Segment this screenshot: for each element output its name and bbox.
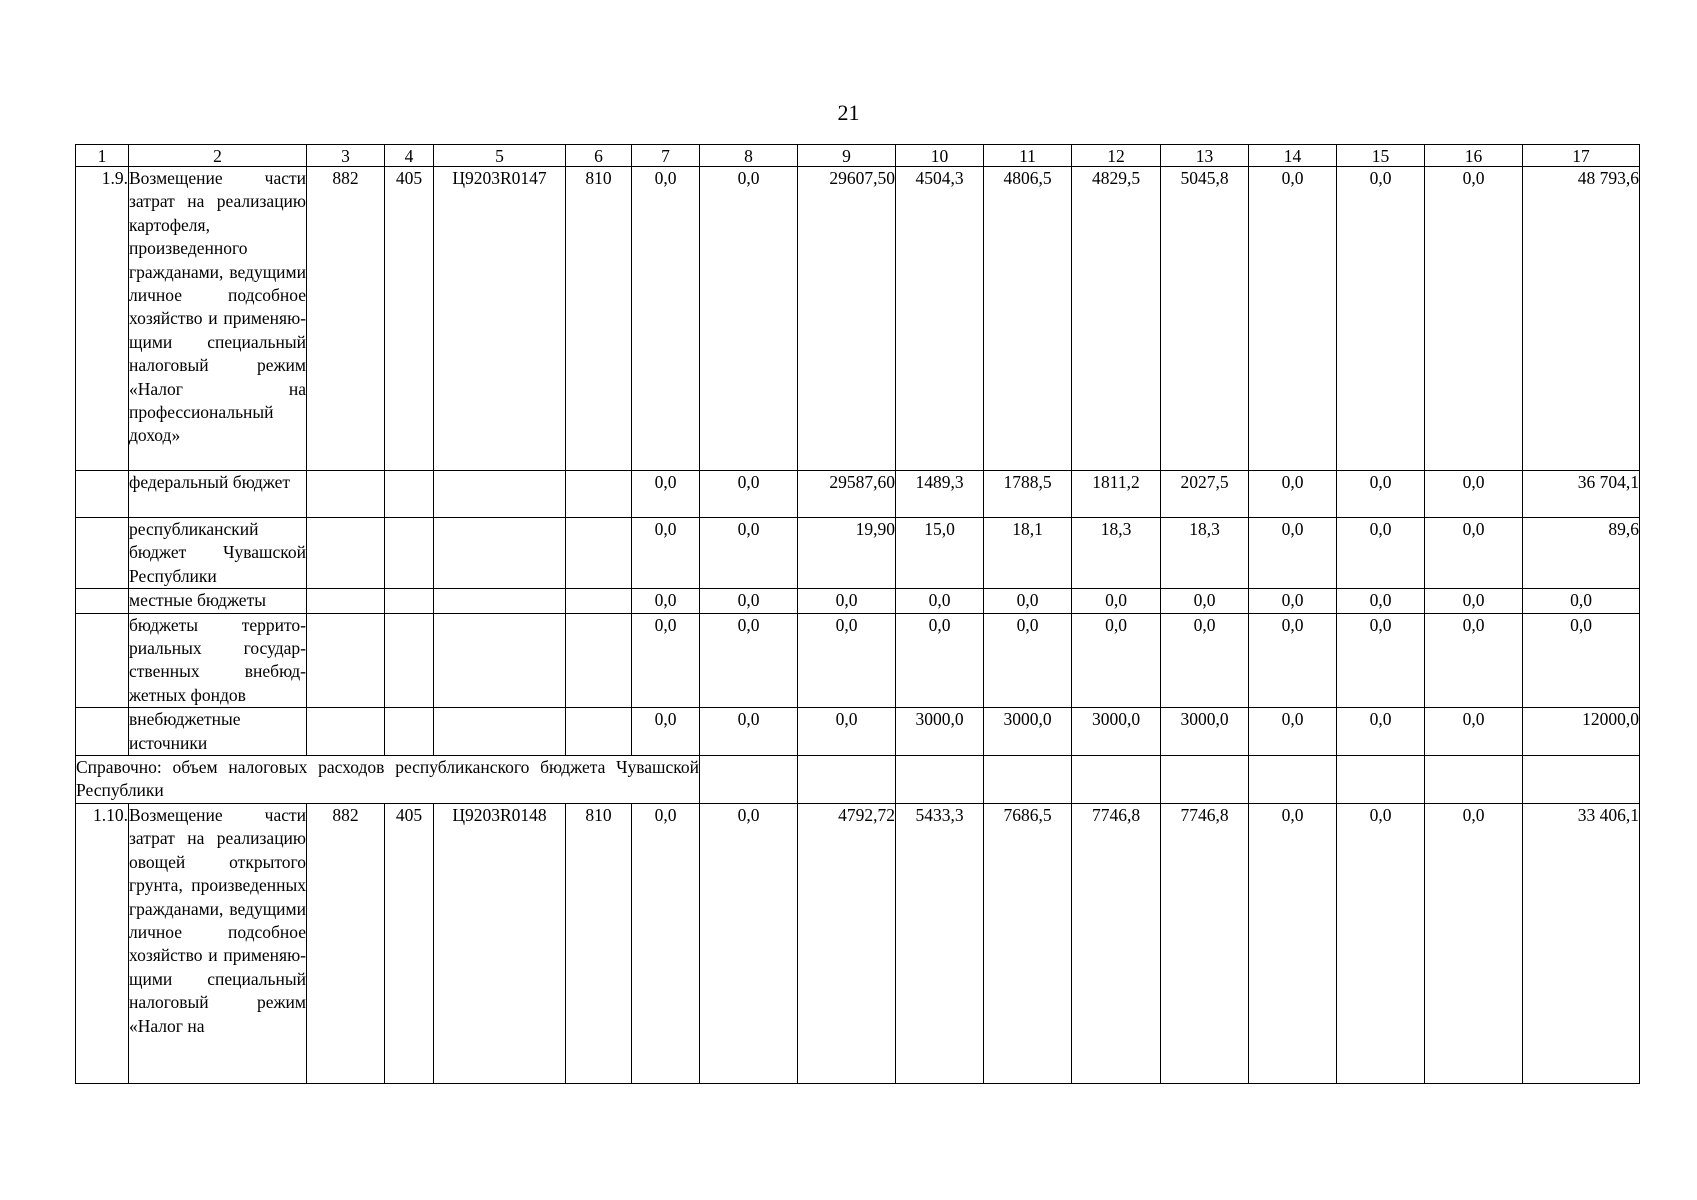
cell-value: 5045,8 — [1161, 167, 1249, 471]
cell-c3 — [307, 613, 385, 708]
cell-c4 — [385, 471, 434, 518]
cell-value: 7746,8 — [1161, 803, 1249, 1083]
cell-c4: 405 — [385, 167, 434, 471]
cell-c4 — [385, 589, 434, 613]
cell-value: 0,0 — [1425, 613, 1523, 708]
cell-c5: Ц9203R0147 — [434, 167, 566, 471]
cell-value: 0,0 — [1425, 518, 1523, 589]
cell-value: 33 406,1 — [1523, 803, 1640, 1083]
table-row — [76, 589, 1640, 613]
cell-value — [1523, 756, 1640, 804]
cell-value: 0,0 — [1249, 589, 1337, 613]
cell-value: 0,0 — [1523, 613, 1640, 708]
cell-c4 — [385, 708, 434, 756]
cell-value: 0,0 — [1425, 708, 1523, 756]
row-description: Возмещение части затрат на реализацию овощей открытого грунта, произведенных гражданами, ведущими личное подсобное хозяйство и применяющими специальный налоговый режим «Налог на — [129, 803, 307, 1083]
cell-c5 — [434, 613, 566, 708]
cell-value: 2027,5 — [1161, 471, 1249, 518]
col-header: 3 — [307, 145, 385, 167]
cell-c6: 810 — [566, 803, 632, 1083]
cell-value: 0,0 — [1337, 518, 1425, 589]
col-header: 5 — [434, 145, 566, 167]
cell-value: 3000,0 — [1072, 708, 1161, 756]
row-number — [76, 589, 129, 613]
cell-c3 — [307, 708, 385, 756]
cell-c5 — [434, 589, 566, 613]
col-header: 15 — [1337, 145, 1425, 167]
cell-value: 0,0 — [632, 613, 700, 708]
cell-value: 0,0 — [1249, 803, 1337, 1083]
table-row — [76, 613, 1640, 708]
cell-value: 48 793,6 — [1523, 167, 1640, 471]
reference-note: Справочно: объем налоговых расходов республиканского бюджета Чувашской Республики — [76, 756, 700, 804]
cell-value: 3000,0 — [1161, 708, 1249, 756]
budget-table — [75, 144, 1640, 1084]
cell-value: 0,0 — [896, 589, 984, 613]
cell-c6: 810 — [566, 167, 632, 471]
cell-value: 1811,2 — [1072, 471, 1161, 518]
cell-value: 0,0 — [896, 613, 984, 708]
cell-value: 0,0 — [1161, 589, 1249, 613]
column-number-row — [76, 145, 1640, 167]
cell-value — [896, 756, 984, 804]
cell-value — [1072, 756, 1161, 804]
cell-value: 0,0 — [700, 708, 798, 756]
col-header: 9 — [798, 145, 896, 167]
cell-c3 — [307, 589, 385, 613]
cell-value — [700, 756, 798, 804]
cell-c3 — [307, 518, 385, 589]
cell-value: 15,0 — [896, 518, 984, 589]
cell-value: 0,0 — [984, 613, 1072, 708]
col-header: 14 — [1249, 145, 1337, 167]
col-header: 13 — [1161, 145, 1249, 167]
row-number: 1.9. — [76, 167, 129, 471]
col-header: 1 — [76, 145, 129, 167]
cell-c5 — [434, 518, 566, 589]
cell-value: 1788,5 — [984, 471, 1072, 518]
cell-value: 0,0 — [1337, 589, 1425, 613]
cell-value: 0,0 — [1425, 471, 1523, 518]
cell-value: 0,0 — [1161, 613, 1249, 708]
cell-c6 — [566, 589, 632, 613]
cell-value: 0,0 — [700, 803, 798, 1083]
row-number — [76, 613, 129, 708]
cell-c6 — [566, 518, 632, 589]
row-description: Возмещение части затрат на реализацию картофеля, произведенного гражданами, ведущими личное подсобное хозяйство и применяющими специальный налоговый режим «Налог на профессиональный доход» — [129, 167, 307, 471]
col-header: 2 — [129, 145, 307, 167]
cell-value: 0,0 — [1249, 518, 1337, 589]
cell-value — [798, 756, 896, 804]
table-row — [76, 167, 1640, 471]
cell-value: 0,0 — [700, 613, 798, 708]
cell-value: 0,0 — [632, 518, 700, 589]
cell-c4 — [385, 518, 434, 589]
cell-value: 0,0 — [1337, 803, 1425, 1083]
table-row — [76, 471, 1640, 518]
col-header: 11 — [984, 145, 1072, 167]
cell-value: 4829,5 — [1072, 167, 1161, 471]
cell-c5: Ц9203R0148 — [434, 803, 566, 1083]
cell-value: 0,0 — [700, 471, 798, 518]
cell-value: 0,0 — [700, 167, 798, 471]
cell-value: 0,0 — [632, 167, 700, 471]
cell-value: 0,0 — [1249, 167, 1337, 471]
cell-value: 0,0 — [1337, 708, 1425, 756]
cell-c5 — [434, 471, 566, 518]
cell-value: 0,0 — [632, 589, 700, 613]
cell-c6 — [566, 613, 632, 708]
cell-value: 0,0 — [1425, 589, 1523, 613]
cell-c3: 882 — [307, 167, 385, 471]
cell-value: 0,0 — [984, 589, 1072, 613]
cell-value: 19,90 — [798, 518, 896, 589]
cell-value: 0,0 — [1425, 803, 1523, 1083]
page-number: 21 — [837, 100, 860, 125]
cell-value: 0,0 — [1249, 613, 1337, 708]
col-header: 10 — [896, 145, 984, 167]
cell-value: 0,0 — [1249, 471, 1337, 518]
cell-value: 89,6 — [1523, 518, 1640, 589]
table-row — [76, 518, 1640, 589]
cell-value — [1161, 756, 1249, 804]
cell-value: 4792,72 — [798, 803, 896, 1083]
cell-value: 7746,8 — [1072, 803, 1161, 1083]
col-header: 17 — [1523, 145, 1640, 167]
cell-value: 3000,0 — [984, 708, 1072, 756]
cell-value: 5433,3 — [896, 803, 984, 1083]
col-header: 16 — [1425, 145, 1523, 167]
row-description: местные бюджеты — [129, 589, 307, 613]
cell-value: 36 704,1 — [1523, 471, 1640, 518]
cell-value: 0,0 — [1249, 708, 1337, 756]
cell-value: 18,1 — [984, 518, 1072, 589]
cell-value: 29587,60 — [798, 471, 896, 518]
cell-value: 0,0 — [1337, 613, 1425, 708]
row-description: бюджеты территориальных государственных внебюджетных фондов — [129, 613, 307, 708]
cell-c4 — [385, 613, 434, 708]
table-row-note — [76, 756, 1640, 804]
cell-value — [1249, 756, 1337, 804]
cell-value: 0,0 — [1072, 589, 1161, 613]
table-row — [76, 708, 1640, 756]
cell-value: 0,0 — [1337, 471, 1425, 518]
cell-value: 3000,0 — [896, 708, 984, 756]
col-header: 12 — [1072, 145, 1161, 167]
cell-value: 0,0 — [632, 708, 700, 756]
cell-value — [1337, 756, 1425, 804]
cell-c6 — [566, 708, 632, 756]
cell-c5 — [434, 708, 566, 756]
cell-value: 1489,3 — [896, 471, 984, 518]
cell-value: 7686,5 — [984, 803, 1072, 1083]
cell-c3: 882 — [307, 803, 385, 1083]
cell-c6 — [566, 471, 632, 518]
cell-value: 0,0 — [1523, 589, 1640, 613]
cell-value: 0,0 — [700, 589, 798, 613]
row-number — [76, 471, 129, 518]
cell-value: 0,0 — [798, 589, 896, 613]
row-number: 1.10. — [76, 803, 129, 1083]
cell-value: 0,0 — [700, 518, 798, 589]
cell-value: 0,0 — [1425, 167, 1523, 471]
col-header: 7 — [632, 145, 700, 167]
row-description: внебюджетные источники — [129, 708, 307, 756]
col-header: 8 — [700, 145, 798, 167]
cell-value — [1425, 756, 1523, 804]
col-header: 6 — [566, 145, 632, 167]
row-number — [76, 518, 129, 589]
cell-c4: 405 — [385, 803, 434, 1083]
cell-value: 0,0 — [1337, 167, 1425, 471]
cell-value: 4504,3 — [896, 167, 984, 471]
cell-value: 0,0 — [632, 803, 700, 1083]
row-number — [76, 708, 129, 756]
cell-value: 12000,0 — [1523, 708, 1640, 756]
row-description: республиканский бюджет Чувашской Республики — [129, 518, 307, 589]
cell-value: 0,0 — [1072, 613, 1161, 708]
cell-value: 18,3 — [1161, 518, 1249, 589]
cell-value: 0,0 — [632, 471, 700, 518]
cell-c3 — [307, 471, 385, 518]
cell-value: 0,0 — [798, 613, 896, 708]
cell-value: 4806,5 — [984, 167, 1072, 471]
cell-value: 18,3 — [1072, 518, 1161, 589]
cell-value — [984, 756, 1072, 804]
col-header: 4 — [385, 145, 434, 167]
row-description: федеральный бюджет — [129, 471, 307, 518]
cell-value: 0,0 — [798, 708, 896, 756]
table-row — [76, 803, 1640, 1083]
cell-value: 29607,50 — [798, 167, 896, 471]
